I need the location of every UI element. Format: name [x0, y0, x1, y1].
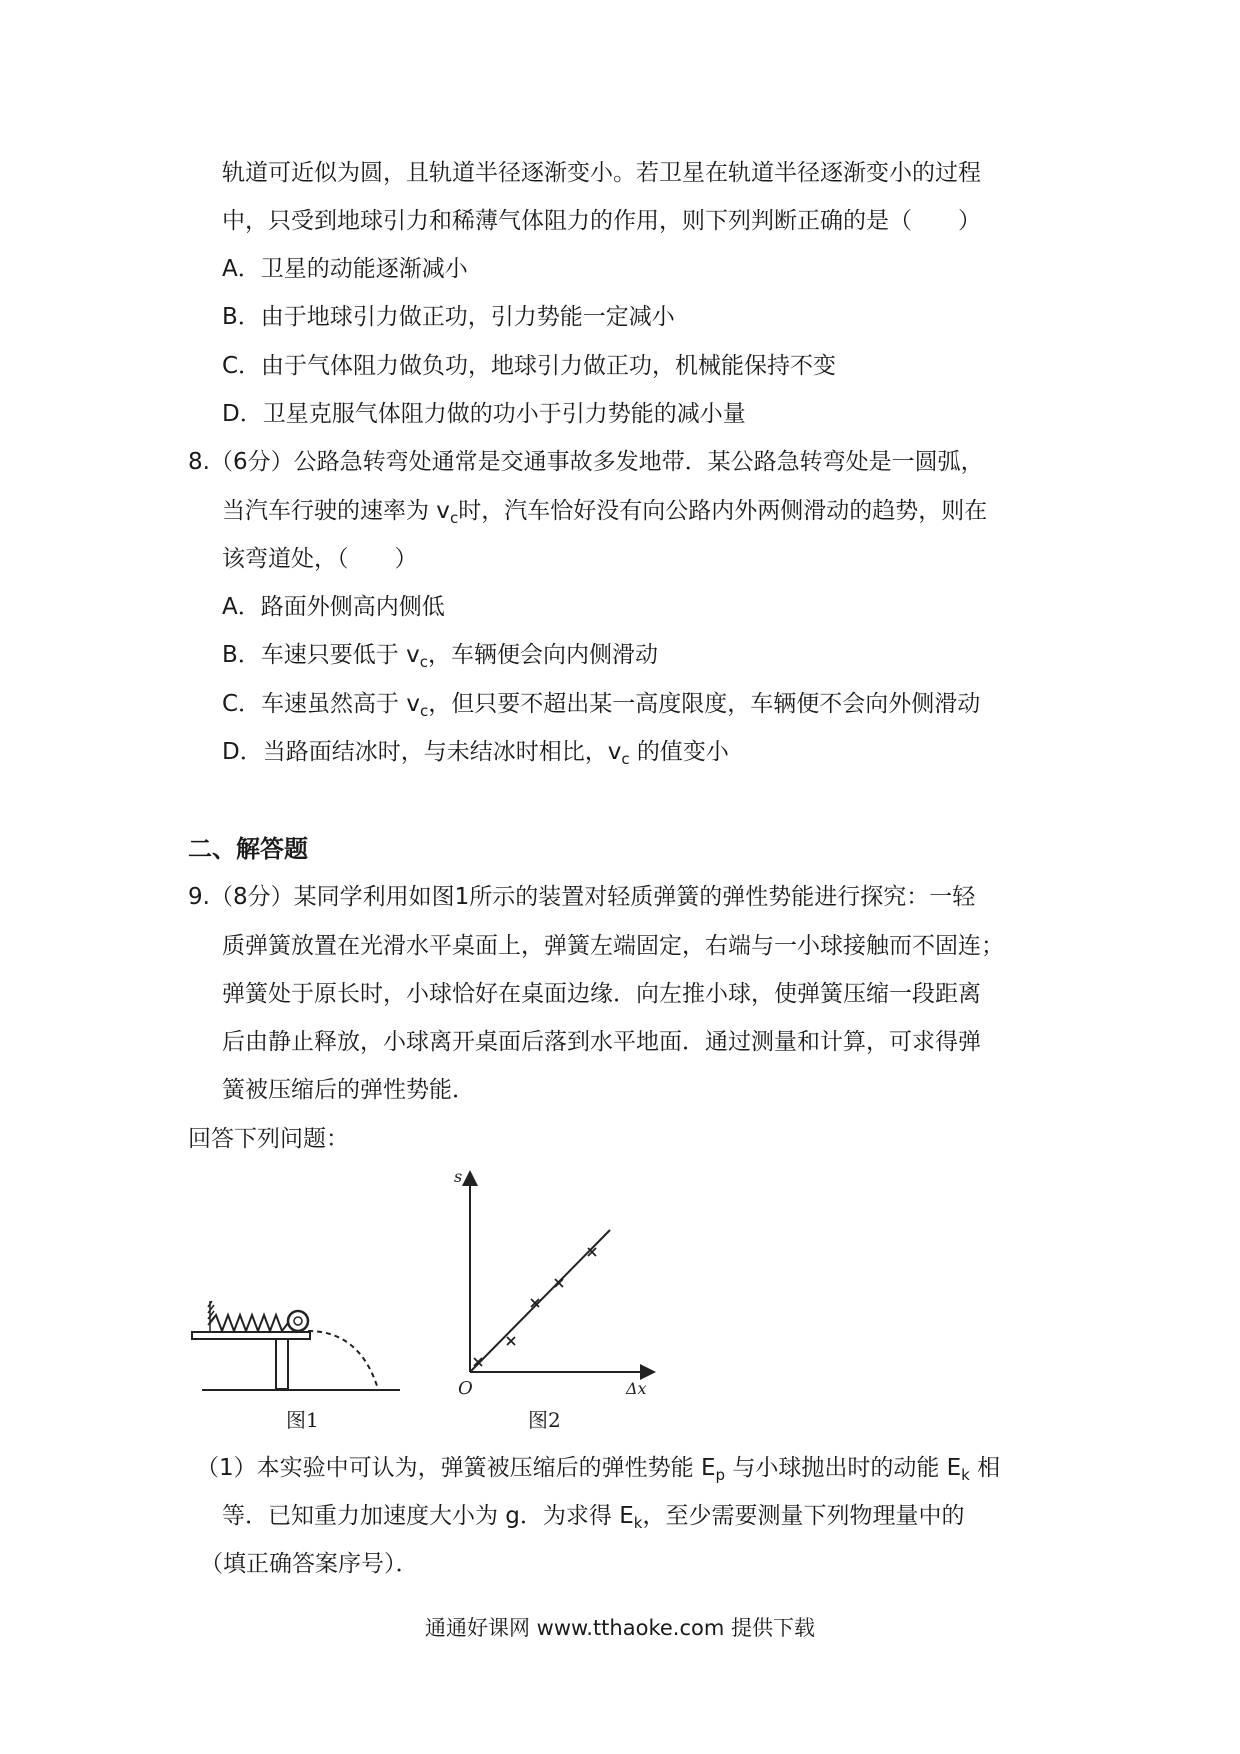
q9-part1-line: （1）本实验中可认为，弹簧被压缩后的弹性势能 $E_p$ 与小球抛出时的动能 $E_k$ 相: [196, 1455, 1001, 1484]
q8-stem-line: 当汽车行驶的速率为 $v_c$时，汽车恰好没有向公路内外两侧滑动的趋势，则在: [222, 498, 988, 527]
q9-stem-line: 9.（8分）某同学利用如图1所示的装置对轻质弹簧的弹性势能进行探究：一轻: [188, 884, 976, 910]
figure-1-caption: 图1: [286, 1408, 319, 1432]
q7-option-c: C．由于气体阻力做负功，地球引力做正功，机械能保持不变: [222, 353, 837, 379]
section-title: 二、解答题: [188, 835, 308, 863]
q7-option-d: D．卫星克服气体阻力做的功小于引力势能的减小量: [222, 401, 746, 427]
ball-icon: [288, 1311, 308, 1331]
q7-option-a: A．卫星的动能逐渐减小: [222, 256, 468, 282]
q9-stem-line: 质弹簧放置在光滑水平桌面上，弹簧左端固定，右端与一小球接触而不固连；: [222, 933, 1004, 959]
q8-option-c: C．车速虽然高于 $v_c$，但只要不超出某一高度限度，车辆便不会向外侧滑动: [222, 691, 981, 720]
x-axis-label: Δx: [626, 1379, 647, 1398]
figure-2-graph: [430, 1160, 660, 1400]
data-point: [555, 1279, 563, 1287]
q7-option-b: B．由于地球引力做正功，引力势能一定减小: [222, 304, 675, 330]
q8-option-a: A．路面外侧高内侧低: [222, 594, 445, 620]
q9-part1-line: （填正确答案序号）．: [200, 1551, 419, 1577]
figure-1-apparatus: [190, 1295, 410, 1395]
answer-prompt: 回答下列问题：: [188, 1126, 349, 1152]
page-footer: 通通好课网 www.tthaoke.com 提供下载: [425, 1616, 815, 1640]
spring-icon: [210, 1315, 288, 1331]
q8-stem-line: 8.（6分）公路急转弯处通常是交通事故多发地带．某公路急转弯处是一圆弧，: [188, 449, 984, 475]
q9-stem-line: 弹簧处于原长时，小球恰好在桌面边缘．向左推小球，使弹簧压缩一段距离: [222, 981, 981, 1007]
data-point: [507, 1337, 515, 1345]
q8-option-d: D．当路面结冰时，与未结冰时相比，$v_c$ 的值变小: [222, 739, 729, 768]
figure-2-caption: 图2: [528, 1408, 561, 1432]
q7-stem-line: 轨道可近似为圆，且轨道半径逐渐变小。若卫星在轨道半径逐渐变小的过程: [222, 160, 981, 186]
q9-stem-line: 后由静止释放，小球离开桌面后落到水平地面．通过测量和计算，可求得弹: [222, 1029, 981, 1055]
q9-part1-line: 等．已知重力加速度大小为 g．为求得 $E_k$，至少需要测量下列物理量中的: [222, 1503, 965, 1532]
q7-stem-line: 中，只受到地球引力和稀薄气体阻力的作用，则下列判断正确的是（ ）: [222, 208, 981, 234]
q8-option-b: B．车速只要低于 $v_c$，车辆便会向内侧滑动: [222, 642, 658, 671]
q9-stem-line: 簧被压缩后的弹性势能．: [222, 1077, 475, 1103]
y-axis-label: s: [454, 1167, 463, 1186]
trend-line: [470, 1230, 610, 1372]
origin-label: O: [458, 1378, 473, 1399]
q8-stem-line: 该弯道处，（ ）: [222, 546, 418, 572]
